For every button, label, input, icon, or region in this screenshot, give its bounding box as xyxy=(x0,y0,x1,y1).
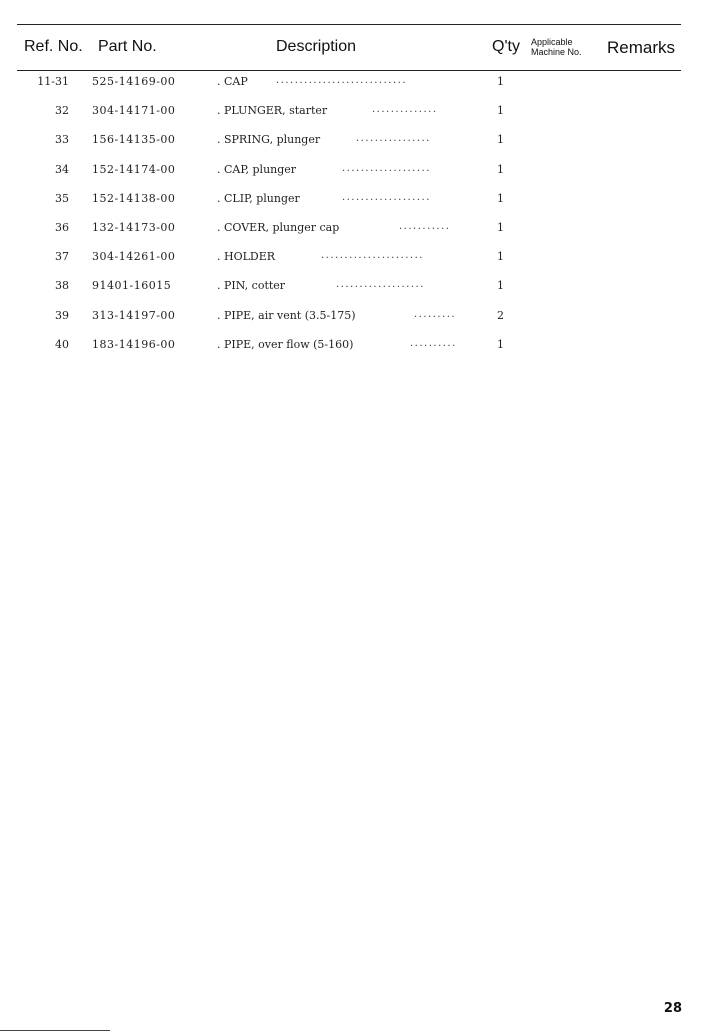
part-no-cell: 156-14135-00 xyxy=(92,133,176,147)
ref-no-cell: 11-31 xyxy=(37,75,69,88)
part-no-cell: 304-14171-00 xyxy=(92,104,176,118)
header-applicable-machine-no xyxy=(531,37,582,57)
leader-dots: ............................ xyxy=(276,75,408,86)
header-applicable-line2: Machine No. xyxy=(531,47,582,57)
table-row xyxy=(0,131,701,160)
table-row xyxy=(0,161,701,190)
table-row xyxy=(0,336,701,365)
header-remarks: Remarks xyxy=(607,38,676,57)
header-part-no: Part No. xyxy=(98,38,157,55)
table-row xyxy=(0,277,701,306)
part-no-cell: 304-14261-00 xyxy=(92,250,176,264)
ref-no-cell: 36 xyxy=(55,220,69,234)
qty-cell: 1 xyxy=(497,191,504,205)
qty-cell: 1 xyxy=(497,250,504,264)
leader-dots: ................ xyxy=(356,133,431,145)
qty-cell: 2 xyxy=(497,308,504,322)
qty-cell: 1 xyxy=(497,162,504,176)
description-cell: . PIPE, over flow (5-160) xyxy=(217,337,354,351)
table-row xyxy=(0,190,701,219)
leader-dots: .......... xyxy=(410,337,457,349)
table-row xyxy=(0,248,701,277)
parts-table xyxy=(0,73,701,365)
part-no-cell: 525-14169-00 xyxy=(92,75,176,88)
table-row xyxy=(0,102,701,131)
ref-no-cell: 34 xyxy=(55,162,69,176)
leader-dots: .............. xyxy=(372,104,438,116)
ref-no-cell: 38 xyxy=(55,279,69,293)
table-row xyxy=(0,219,701,248)
ref-no-cell: 37 xyxy=(55,250,69,264)
description-cell: . HOLDER xyxy=(217,250,276,264)
header-qty: Q'ty xyxy=(492,38,520,55)
leader-dots: ................... xyxy=(342,191,431,203)
part-no-cell: 132-14173-00 xyxy=(92,220,176,234)
part-no-cell: 152-14174-00 xyxy=(92,162,176,176)
header-applicable-line1: Applicable xyxy=(531,37,573,47)
page-number: 28 xyxy=(663,1001,682,1016)
table-row xyxy=(0,73,701,102)
description-cell: . CAP, plunger xyxy=(217,162,297,176)
description-cell: . PIPE, air vent (3.5-175) xyxy=(217,308,356,322)
leader-dots: ...................... xyxy=(321,250,424,262)
ref-no-cell: 35 xyxy=(55,191,69,205)
qty-cell: 1 xyxy=(497,279,504,293)
part-no-cell: 91401-16015 xyxy=(92,279,172,293)
part-no-cell: 313-14197-00 xyxy=(92,308,176,322)
qty-cell: 1 xyxy=(497,220,504,234)
description-cell: . CAP xyxy=(217,75,248,88)
part-no-cell: 183-14196-00 xyxy=(92,337,176,351)
ref-no-cell: 40 xyxy=(55,337,69,351)
leader-dots: ................... xyxy=(336,279,425,291)
qty-cell: 1 xyxy=(497,337,504,351)
leader-dots: ........... xyxy=(399,220,451,232)
description-cell: . SPRING, plunger xyxy=(217,133,321,147)
ref-no-cell: 39 xyxy=(55,308,69,322)
header-description: Description xyxy=(276,38,357,55)
header-ref-no: Ref. No. xyxy=(24,38,83,55)
part-no-cell: 152-14138-00 xyxy=(92,191,176,205)
description-cell: . CLIP, plunger xyxy=(217,191,300,205)
description-cell: . PIN, cotter xyxy=(217,279,286,293)
leader-dots: ......... xyxy=(414,308,457,320)
description-cell: . PLUNGER, starter xyxy=(217,104,328,118)
qty-cell: 1 xyxy=(497,104,504,118)
ref-no-cell: 33 xyxy=(55,133,69,147)
qty-cell: 1 xyxy=(497,75,504,88)
table-row xyxy=(0,307,701,336)
ref-no-cell: 32 xyxy=(55,104,69,118)
leader-dots: ................... xyxy=(342,162,431,174)
description-cell: . COVER, plunger cap xyxy=(217,220,340,234)
header-rule xyxy=(17,70,681,71)
bottom-edge-rule xyxy=(0,1030,110,1031)
qty-cell: 1 xyxy=(497,133,504,147)
top-rule xyxy=(17,24,681,25)
